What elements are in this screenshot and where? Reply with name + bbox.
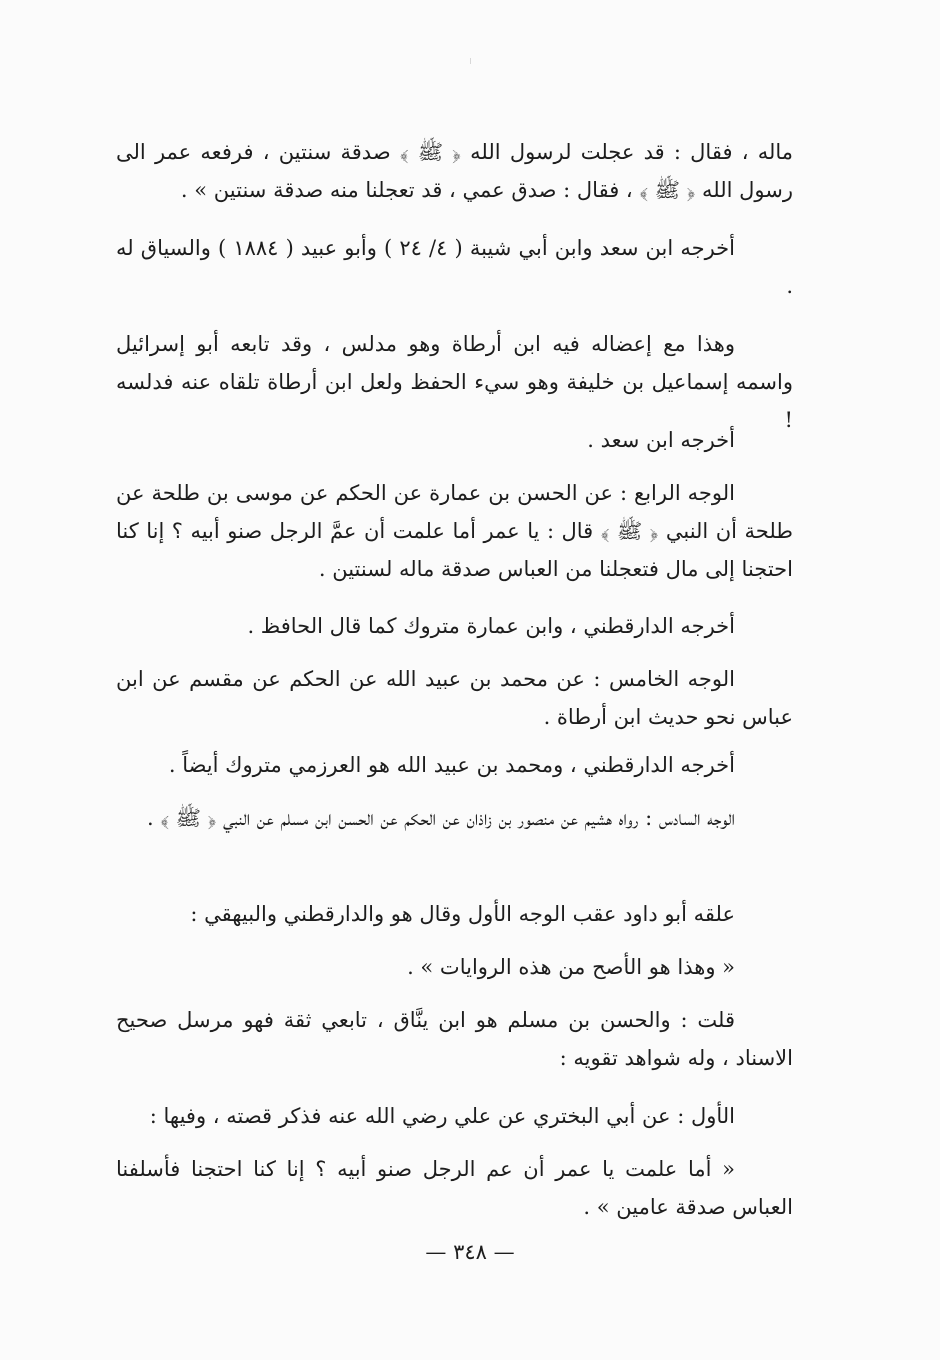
paragraph-1: ماله ، فقال : قد عجلت لرسول الله ﴿ ﷺ ﴾ صدقة سنتين ، فرفعه عمر الى رسول الله ﴿ ﷺ ﴾ ، فقال : صدق عمي ، قد تعجلنا منه صدقة سنتين » .	[116, 140, 793, 202]
paragraph-11: « وهذا هو الأصح من هذه الروايات » .	[407, 955, 735, 979]
paragraph-7: الوجه الخامس : عن محمد بن عبيد الله عن الحكم عن مقسم عن ابن عباس نحو حديث ابن أرطاة .	[116, 667, 793, 729]
paragraph-4: أخرجه ابن سعد .	[587, 428, 735, 452]
paragraph-13: الأول : عن أبي البختري عن علي رضي الله عنه فذكر قصته ، وفيها :	[149, 1104, 735, 1128]
paragraph-10: علقه أبو داود عقب الوجه الأول وقال هو والدارقطني والبيهقي :	[190, 902, 735, 926]
paragraph-12: قلت : والحسن بن مسلم هو ابن ينَّاق ، تابعي ثقة فهو مرسل صحيح الاسناد ، وله شواهد تقويه :	[116, 1008, 793, 1070]
paragraph-2: أخرجه ابن سعد وابن أبي شيبة ( ٤/ ٢٤ ) وأبو عبيد ( ١٨٨٤ ) والسياق له .	[116, 236, 793, 298]
paragraph-3: وهذا مع إعضاله فيه ابن أرطاة وهو مدلس ، وقد تابعه أبو إسرائيل واسمه إسماعيل بن خليفة وهو سيء الحفظ ولعل ابن أرطاة تلقاه عنه فدلسه !	[116, 332, 793, 432]
scan-mark	[470, 58, 471, 64]
paragraph-8: أخرجه الدارقطني ، ومحمد بن عبيد الله هو العرزمي متروك أيضاً .	[168, 753, 735, 777]
paragraph-14: « أما علمت يا عمر أن عم الرجل صنو أبيه ؟ إنا كنا احتجنا فأسلفنا العباس صدقة عامين » .	[116, 1157, 793, 1219]
paragraph-9: الوجه السادس : رواه هشيم عن منصور بن زاذان عن الحكم عن الحسن ابن مسلم عن النبي ﴿ ﷺ ﴾ .	[147, 806, 735, 830]
paragraph-5: الوجه الرابع : عن الحسن بن عمارة عن الحكم عن موسى بن طلحة عن طلحة أن النبي ﴿ ﷺ ﴾ قال : يا عمر أما علمت أن عمَّ الرجل صنو أبيه ؟ إنا كنا احتجنا إلى مال فتعجلنا من العباس صدقة ماله لسنتين .	[116, 481, 793, 581]
paragraph-6: أخرجه الدارقطني ، وابن عمارة متروك كما قال الحافظ .	[247, 614, 735, 638]
page-number: — ٣٤٨ —	[425, 1240, 515, 1264]
